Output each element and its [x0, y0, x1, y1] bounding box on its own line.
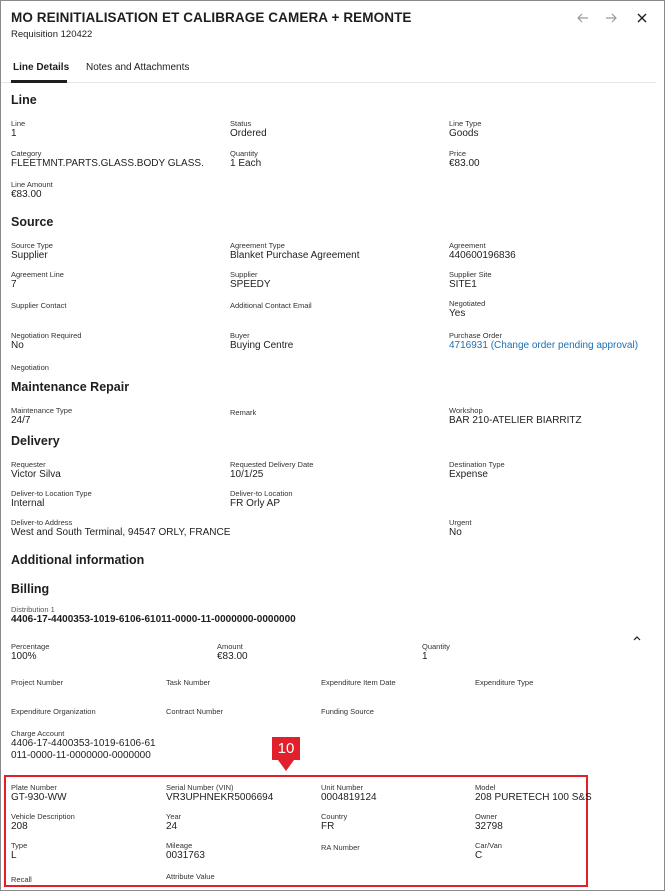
owner-label: Owner	[475, 812, 498, 821]
line-amount-label: Line Amount	[11, 180, 53, 189]
category-value: FLEETMNT.PARTS.GLASS.BODY GLASS.	[11, 158, 204, 169]
destination-type-label: Destination Type	[449, 460, 505, 469]
negotiated-label: Negotiated	[449, 299, 486, 308]
agreement-type-value: Blanket Purchase Agreement	[230, 250, 360, 261]
section-heading-line: Line	[11, 93, 37, 107]
status-label: Status	[230, 119, 252, 128]
billing-quantity-label: Quantity	[422, 642, 450, 651]
active-tab-indicator	[11, 80, 67, 83]
tab-notes-and-attachments[interactable]: Notes and Attachments	[86, 62, 190, 73]
source-type-value: Supplier	[11, 250, 48, 261]
contract-number-label: Contract Number	[166, 707, 224, 716]
billing-amount-label: Amount	[217, 642, 243, 651]
urgent-label: Urgent	[449, 518, 472, 527]
category-label: Category	[11, 149, 42, 158]
owner-value: 32798	[475, 821, 503, 832]
expenditure-organization-label: Expenditure Organization	[11, 707, 96, 716]
quantity-label: Quantity	[230, 149, 258, 158]
requester-label: Requester	[11, 460, 46, 469]
requisition-number: Requisition 120422	[11, 29, 93, 40]
negotiated-value: Yes	[449, 308, 466, 319]
collapse-distribution-button[interactable]	[628, 629, 646, 647]
supplier-value: SPEEDY	[230, 279, 271, 290]
country-label: Country	[321, 812, 348, 821]
section-heading-billing: Billing	[11, 582, 50, 596]
project-number-label: Project Number	[11, 678, 64, 687]
requested-delivery-date-value: 10/1/25	[230, 469, 264, 480]
urgent-value: No	[449, 527, 462, 538]
buyer-label: Buyer	[230, 331, 250, 340]
section-heading-source: Source	[11, 215, 54, 229]
close-icon	[637, 13, 647, 23]
distribution-value: 4406-17-4400353-1019-6106-61011-0000-11-0000000-0000000	[11, 614, 296, 625]
section-heading-additional-information: Additional information	[11, 553, 145, 567]
supplier-label: Supplier	[230, 270, 258, 279]
workshop-label: Workshop	[449, 406, 483, 415]
supplier-site-label: Supplier Site	[449, 270, 492, 279]
chevron-up-icon	[633, 635, 641, 641]
arrow-left-icon	[577, 13, 589, 23]
page-title: MO REINITIALISATION ET CALIBRAGE CAMERA + REMONTE	[11, 10, 412, 25]
callout-arrow	[278, 760, 294, 771]
charge-account-value: 4406-17-4400353-1019-6106-61011-0000-11-0000000-0000000	[11, 738, 156, 761]
deliver-to-location-label: Deliver-to Location	[230, 489, 293, 498]
agreement-line-label: Agreement Line	[11, 270, 64, 279]
supplier-site-value: SITE1	[449, 279, 477, 290]
tab-line-details[interactable]: Line Details	[13, 62, 70, 73]
deliver-to-address-value: West and South Terminal, 94547 ORLY, FRANCE	[11, 527, 231, 538]
negotiation-required-label: Negotiation Required	[11, 331, 82, 340]
callout-number: 10	[272, 737, 300, 760]
maintenance-type-value: 24/7	[11, 415, 31, 426]
supplier-contact-label: Supplier Contact	[11, 301, 67, 310]
serial-number-label: Serial Number (VIN)	[166, 783, 234, 792]
model-label: Model	[475, 783, 496, 792]
recall-label: Recall	[11, 875, 32, 884]
billing-amount-value: €83.00	[217, 651, 248, 662]
type-value: L	[11, 850, 17, 861]
requester-value: Victor Silva	[11, 469, 61, 480]
buyer-value: Buying Centre	[230, 340, 294, 351]
purchase-order-link[interactable]: 4716931 (Change order pending approval)	[449, 340, 639, 351]
tab-bar	[1, 55, 656, 83]
serial-number-value: VR3UPHNEKR5006694	[166, 792, 274, 803]
country-value: FR	[321, 821, 335, 832]
close-button[interactable]	[633, 9, 651, 27]
car-van-value: C	[475, 850, 483, 861]
workshop-value: BAR 210-ATELIER BIARRITZ	[449, 415, 582, 426]
mileage-value: 0031763	[166, 850, 205, 861]
arrow-right-icon	[605, 13, 617, 23]
attribute-value-label: Attribute Value	[166, 872, 215, 881]
remark-label: Remark	[230, 408, 257, 417]
billing-quantity-value: 1	[422, 651, 428, 662]
model-value: 208 PURETECH 100 S&S	[475, 792, 592, 803]
source-type-label: Source Type	[11, 241, 53, 250]
maintenance-type-label: Maintenance Type	[11, 406, 73, 415]
line-type-label: Line Type	[449, 119, 482, 128]
unit-number-value: 0004819124	[321, 792, 377, 803]
deliver-to-location-type-value: Internal	[11, 498, 45, 509]
percentage-value: 100%	[11, 651, 37, 662]
distribution-label: Distribution 1	[11, 605, 55, 614]
line-amount-value: €83.00	[11, 189, 42, 200]
ra-number-label: RA Number	[321, 843, 360, 852]
purchase-order-label: Purchase Order	[449, 331, 502, 340]
agreement-line-value: 7	[11, 279, 17, 290]
price-label: Price	[449, 149, 467, 158]
agreement-label: Agreement	[449, 241, 486, 250]
next-button[interactable]	[602, 9, 620, 27]
mileage-label: Mileage	[166, 841, 193, 850]
negotiation-label: Negotiation	[11, 363, 49, 372]
agreement-value: 440600196836	[449, 250, 516, 261]
funding-source-label: Funding Source	[321, 707, 374, 716]
year-label: Year	[166, 812, 182, 821]
agreement-type-label: Agreement Type	[230, 241, 285, 250]
expenditure-item-date-label: Expenditure Item Date	[321, 678, 396, 687]
line-label: Line	[11, 119, 26, 128]
unit-number-label: Unit Number	[321, 783, 364, 792]
section-heading-delivery: Delivery	[11, 434, 60, 448]
type-label: Type	[11, 841, 28, 850]
negotiation-required-value: No	[11, 340, 24, 351]
year-value: 24	[166, 821, 178, 832]
charge-account-label: Charge Account	[11, 729, 65, 738]
destination-type-value: Expense	[449, 469, 488, 480]
deliver-to-address-label: Deliver-to Address	[11, 518, 73, 527]
plate-number-value: GT-930-WW	[11, 792, 67, 803]
deliver-to-location-type-label: Deliver-to Location Type	[11, 489, 92, 498]
section-heading-maintenance-repair: Maintenance Repair	[11, 380, 130, 394]
additional-contact-email-label: Additional Contact Email	[230, 301, 312, 310]
percentage-label: Percentage	[11, 642, 50, 651]
requested-delivery-date-label: Requested Delivery Date	[230, 460, 314, 469]
plate-number-label: Plate Number	[11, 783, 57, 792]
status-value: Ordered	[230, 128, 267, 139]
car-van-label: Car/Van	[475, 841, 502, 850]
price-value: €83.00	[449, 158, 480, 169]
task-number-label: Task Number	[166, 678, 211, 687]
line-type-value: Goods	[449, 128, 479, 139]
vehicle-description-label: Vehicle Description	[11, 812, 75, 821]
line-value: 1	[11, 128, 17, 139]
deliver-to-location-value: FR Orly AP	[230, 498, 281, 509]
vehicle-description-value: 208	[11, 821, 28, 832]
previous-button[interactable]	[574, 9, 592, 27]
quantity-value: 1 Each	[230, 158, 262, 169]
expenditure-type-label: Expenditure Type	[475, 678, 534, 687]
